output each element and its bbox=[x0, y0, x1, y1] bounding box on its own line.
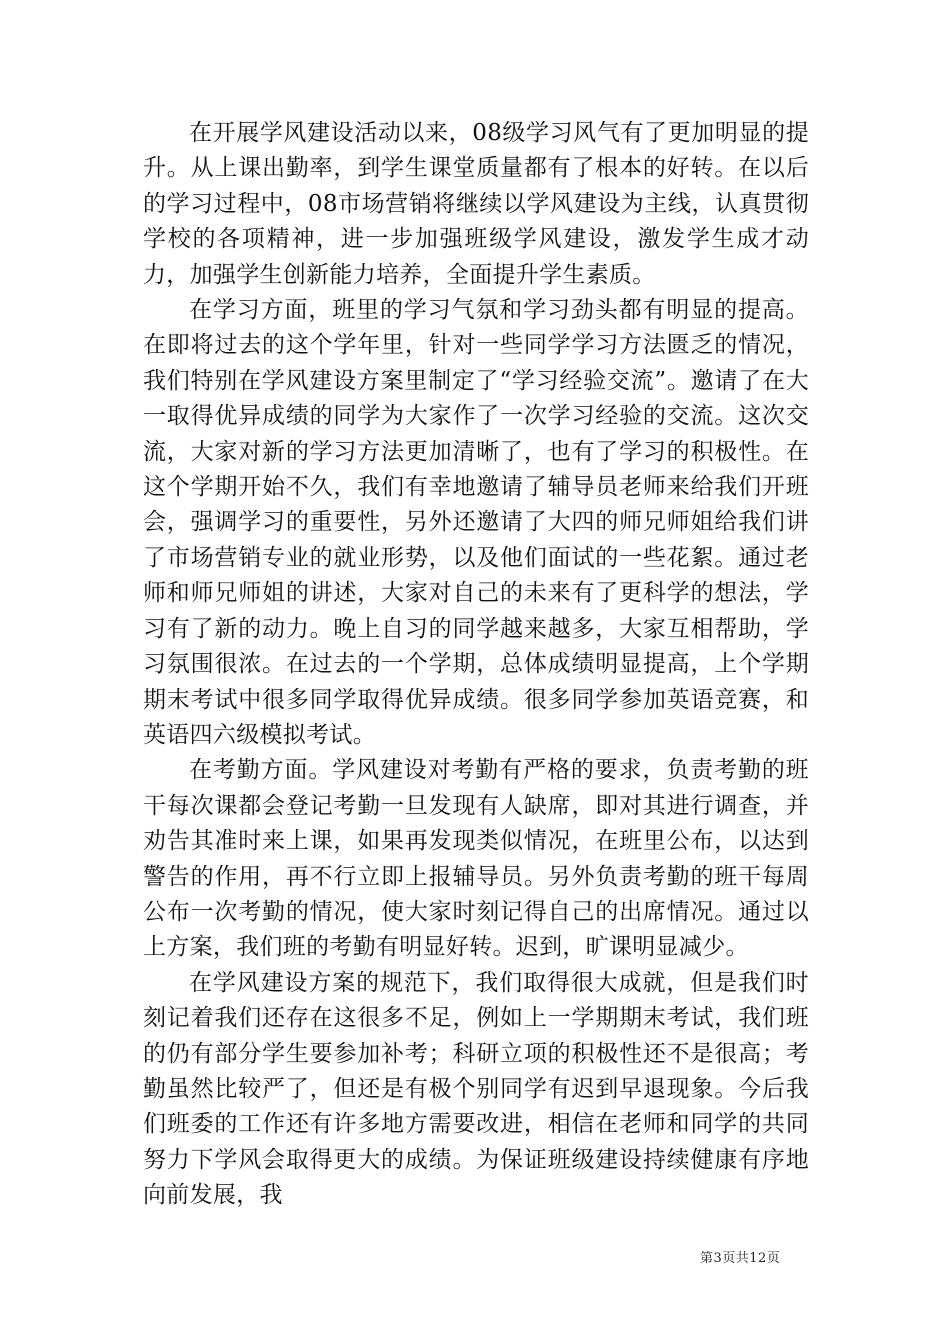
paragraph-attendance-aspect: 在考勤方面。学风建设对考勤有严格的要求，负责考勤的班干每次课都会登记考勤一旦发现有人缺席，即对其进行调查，并劝告其准时来上课，如果再发现类似情况，在班里公布，以达到警告的作用，再不行立即上报辅导员。另外负责考勤的班干每周公布一次考勤的情况，使大家时刻记得自己的出席情况。通过以上方案，我们班的考勤有明显好转。迟到，旷课明显减少。 bbox=[143, 757, 809, 961]
document-body bbox=[143, 116, 809, 1214]
paragraph-study-aspect: 在学习方面，班里的学习气氛和学习劲头都有明显的提高。在即将过去的这个学年里，针对一些同学学习方法匮乏的情况，我们特别在学风建设方案里制定了“学习经验交流”。邀请了在大一取得优异成绩的同学为大家作了一次学习经验的交流。这次交流，大家对新的学习方法更加清晰了，也有了学习的积极性。在这个学期开始不久，我们有幸地邀请了辅导员老师来给我们开班会，强调学习的重要性，另外还邀请了大四的师兄师姐给我们讲了市场营销专业的就业形势，以及他们面试的一些花絮。通过老师和师兄师姐的讲述，大家对自己的未来有了更科学的想法，学习有了新的动力。晚上自习的同学越来越多，大家互相帮助，学习氛围很浓。在过去的一个学期，总体成绩明显提高，上个学期期末考试中很多同学取得优异成绩。很多同学参加英语竞赛，和英语四六级模拟考试。 bbox=[143, 297, 809, 748]
page-number-footer: 第3页共12页 bbox=[700, 1251, 781, 1266]
paragraph-study-style-intro: 在开展学风建设活动以来，08级学习风气有了更加明显的提升。从上课出勤率，到学生课堂质量都有了根本的好转。在以后的学习过程中，08市场营销将继续以学风建设为主线，认真贯彻学校的各项精神，进一步加强班级学风建设，激发学生成才动力，加强学生创新能力培养，全面提升学生素质。 bbox=[143, 120, 809, 288]
paragraph-shortcomings: 在学风建设方案的规范下，我们取得很大成就，但是我们时刻记着我们还存在这很多不足，例如上一学期期末考试，我们班的仍有部分学生要参加补考；科研立项的积极性还不是很高；考勤虽然比较严了，但还是有极个别同学有迟到早退现象。今后我们班委的工作还有许多地方需要改进，相信在老师和同学的共同努力下学风会取得更大的成绩。为保证班级建设持续健康有序地向前发展，我 bbox=[143, 969, 809, 1209]
